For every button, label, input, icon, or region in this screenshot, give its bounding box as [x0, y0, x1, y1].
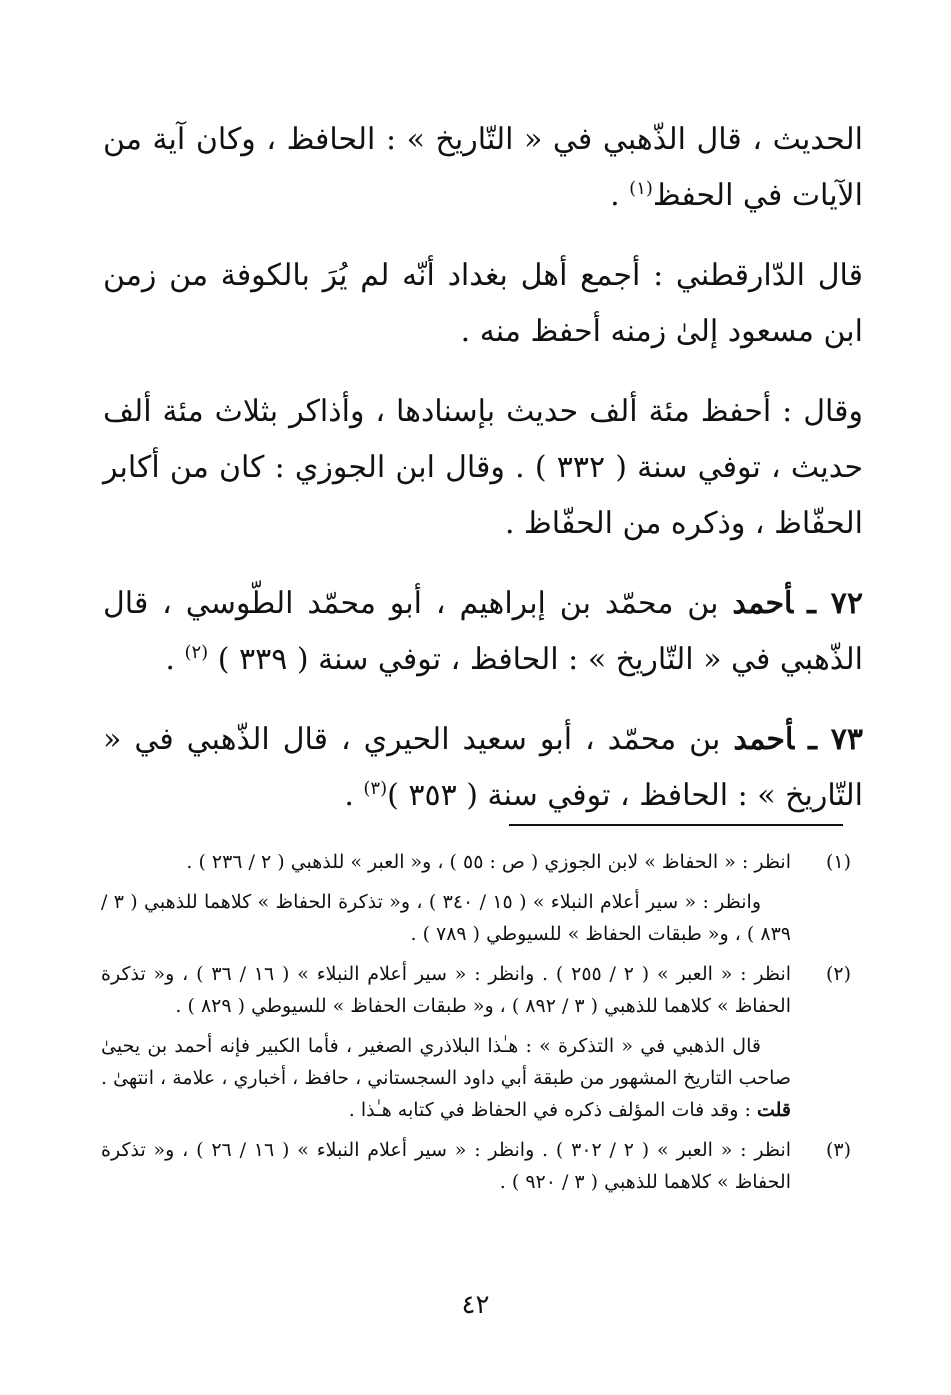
- entry-name: أحمد: [733, 722, 795, 757]
- paragraph-hafiz: الحديث ، قال الذّهبي في « التّاريخ » : الحافظ ، وكان آية من الآيات في الحفظ$^{(١)}$ .: [103, 122, 863, 213]
- entry-number: ٧٣ ـ: [808, 722, 864, 757]
- footnote-ref-3[interactable]: (٣): [363, 778, 388, 799]
- qult-word: قلت: [756, 1099, 791, 1121]
- footnote-ref-2[interactable]: (٢): [184, 642, 209, 663]
- footnote-1: (١) انظر : « الحفاظ » لابن الجوزي ( ص : ٥٥ ) ، و« العبر » للذهبي ( ٢ / ٢٣٦ ) . وانظر : « سير أعلام النبلاء » ( ١٥ / ٣٤٠ ) ، و« تذكرة الحفاظ » كلاهما للذهبي ( ٣ / ٨٣٩ ) ، و« طبقات الحفاظ » للسيوطي ( ٧٨٩ ) .: [101, 846, 851, 950]
- footnote-2: (٢) انظر : « العبر » ( ٢ / ٢٥٥ ) . وانظر : « سير أعلام النبلاء » ( ١٦ / ٣٦ ) ، و« تذكرة الحفاظ » كلاهما للذهبي ( ٣ / ٨٩٢ ) ، و« طبقات الحفاظ » للسيوطي ( ٨٢٩ ) . قال الذهبي في « التذكرة » : هـٰذا البلاذري الصغير ، فأما الكبير فإنه أحمد بن يحيىٰ صاحب التاريخ المشهور من طبقة أبي داود السجستاني ، حافظ ، أخباري ، علامة ، انتهىٰ . قلت : وقد فات المؤلف ذكره في الحفاظ في كتابه هـٰذا .: [101, 958, 851, 1126]
- footnote-ref-1[interactable]: (١): [629, 178, 653, 199]
- entry-name: أحمد: [732, 586, 794, 621]
- footnote-number: (٣): [825, 1139, 851, 1161]
- paragraph-memorization: وقال : أحفظ مئة ألف حديث بإسنادها ، وأذاكر بثلاث مئة ألف حديث ، توفي سنة ( ٣٣٢ ) . وقال ابن الجوزي : كان من أكابر الحفّاظ ، وذكره من الحفّاظ .: [103, 394, 863, 541]
- footnote-number: (٢): [825, 963, 851, 985]
- footnotes: [101, 846, 851, 1206]
- main-text: [103, 112, 863, 848]
- footnote-3: (٣) انظر : « العبر » ( ٢ / ٣٠٢ ) . وانظر : « سير أعلام النبلاء » ( ١٦ / ٢٦ ) ، و« تذكرة الحفاظ » كلاهما للذهبي ( ٣ / ٩٢٠ ) .: [101, 1134, 851, 1198]
- footnote-number: (١): [825, 851, 851, 873]
- footnote-separator: [509, 824, 843, 826]
- paragraph-daraqutni: قال الدّارقطني : أجمع أهل بغداد أنّه لم يُرَ بالكوفة من زمن ابن مسعود إلىٰ زمنه أحفظ منه .: [103, 258, 863, 349]
- page-number: ٤٢: [461, 1290, 490, 1320]
- entry-number: ٧٢ ـ: [807, 586, 864, 621]
- entry-72: ٧٢ ـأحمد بن محمّد بن إبراهيم ، أبو محمّد الطّوسي ، قال الذّهبي في « التّاريخ » : الحافظ ، توفي سنة ( ٣٣٩ ) $^{(٢)}$ .: [103, 586, 864, 677]
- entry-73: ٧٣ ـأحمد بن محمّد ، أبو سعيد الحيري ، قال الذّهبي في « التّاريخ » : الحافظ ، توفي سنة ( ٣٥٣ )$^{(٣)}$ .: [103, 722, 864, 813]
